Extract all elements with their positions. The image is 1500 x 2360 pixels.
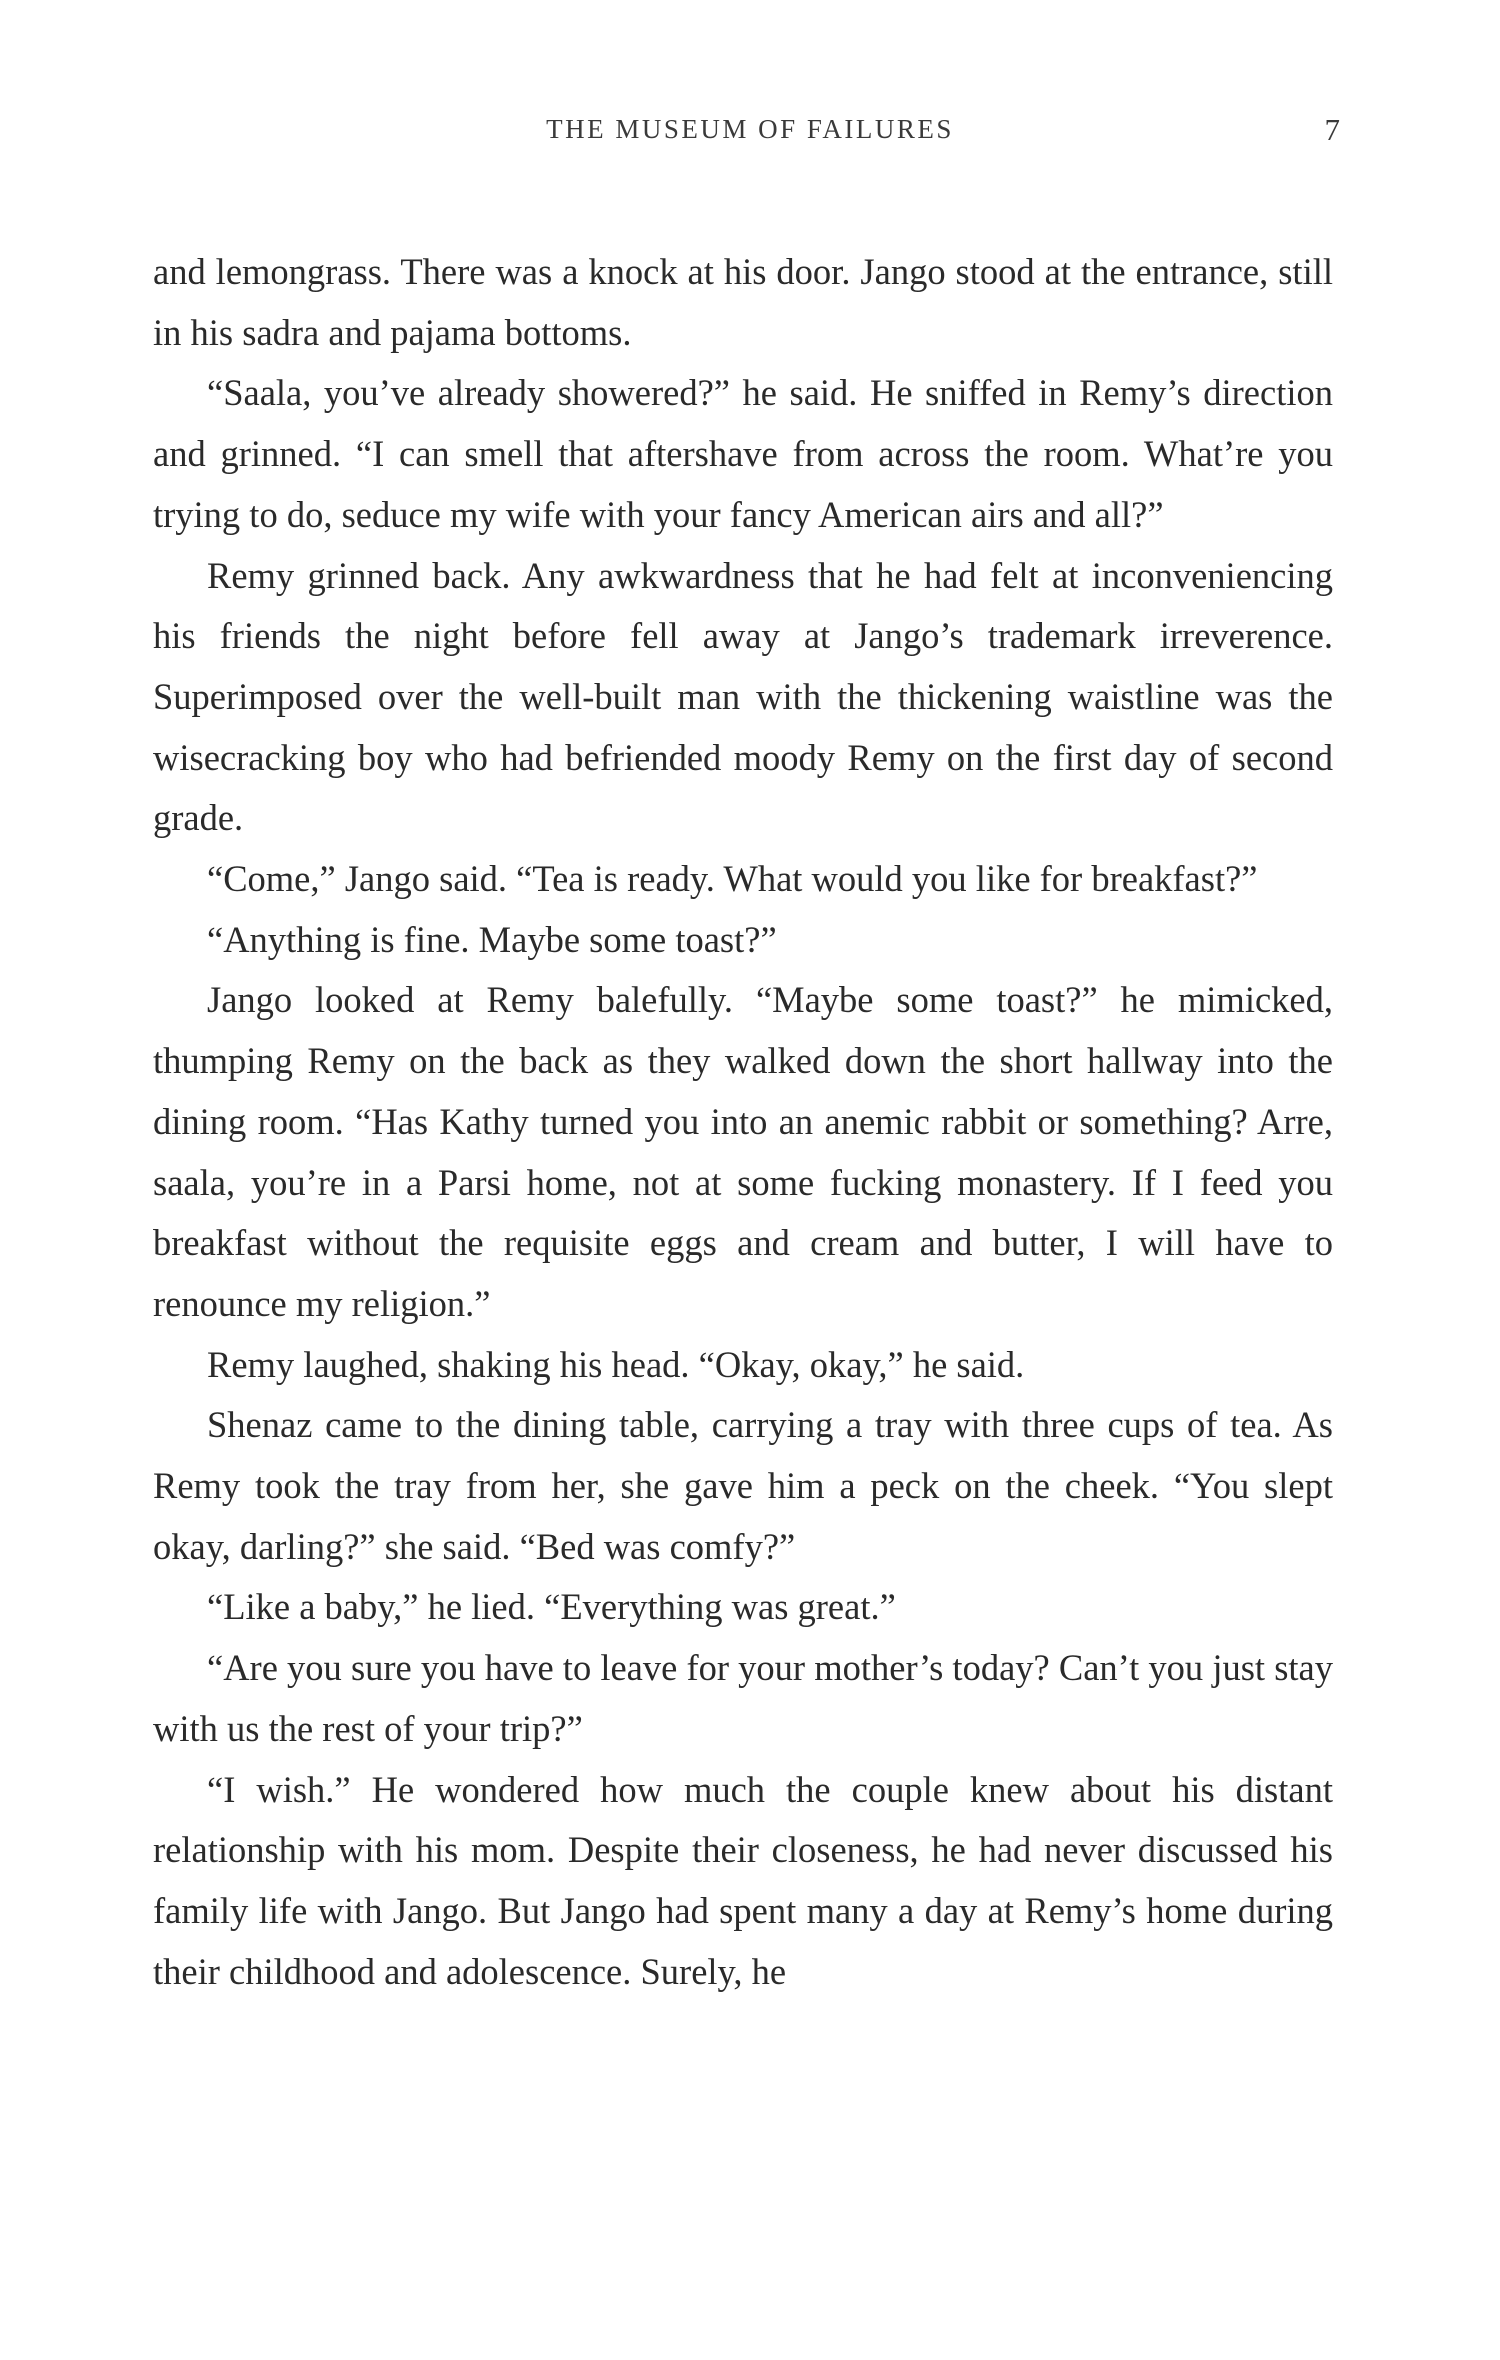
- paragraph: Remy laughed, shaking his head. “Okay, okay,” he said.: [207, 1343, 1025, 1385]
- paragraph: “Anything is fine. Maybe some toast?”: [207, 918, 777, 960]
- body-text: [153, 242, 1333, 2002]
- paragraph: “Saala, you’ve already showered?” he said. He sniffed in Remy’s direction and grinned. “I can smell that aftershave from across the room. What’re you trying to do, seduce my wife with your fancy American airs and all?”: [153, 372, 1333, 535]
- paragraph: “Are you sure you have to leave for your mother’s today? Can’t you just stay with us the rest of your trip?”: [153, 1647, 1333, 1749]
- paragraph: Shenaz came to the dining table, carrying a tray with three cups of tea. As Remy took the tray from her, she gave him a peck on the cheek. “You slept okay, darling?” she said. “Bed was comfy?”: [153, 1404, 1333, 1567]
- paragraph: Jango looked at Remy balefully. “Maybe some toast?” he mimicked, thumping Remy on the back as they walked down the short hallway into the dining room. “Has Kathy turned you into an anemic rabbit or something? Arre, saala, you’re in a Parsi home, not at some fucking monastery. If I feed you breakfast without the requisite eggs and cream and butter, I will have to renounce my religion.”: [153, 979, 1333, 1324]
- paragraph: “I wish.” He wondered how much the couple knew about his distant relationship with his mom. Despite their closeness, he had never discussed his family life with Jango. But Jango had spent many a day at Remy’s home during their childhood and adolescence. Surely, he: [153, 1768, 1333, 1992]
- paragraph: Remy grinned back. Any awkwardness that he had felt at inconveniencing his friends the night before fell away at Jango’s trademark irreverence. Superimposed over the well-built man with the thickening waistline was the wisecracking boy who had befriended moody Remy on the first day of second grade.: [153, 554, 1333, 839]
- running-head: THE MUSEUM OF FAILURES: [546, 114, 954, 144]
- paragraph: “Like a baby,” he lied. “Everything was great.”: [207, 1586, 896, 1628]
- page-number: 7: [1324, 112, 1340, 147]
- paragraph: and lemongrass. There was a knock at his door. Jango stood at the entrance, still in his sadra and pajama bottoms.: [153, 251, 1333, 353]
- paragraph: “Come,” Jango said. “Tea is ready. What would you like for breakfast?”: [207, 858, 1258, 900]
